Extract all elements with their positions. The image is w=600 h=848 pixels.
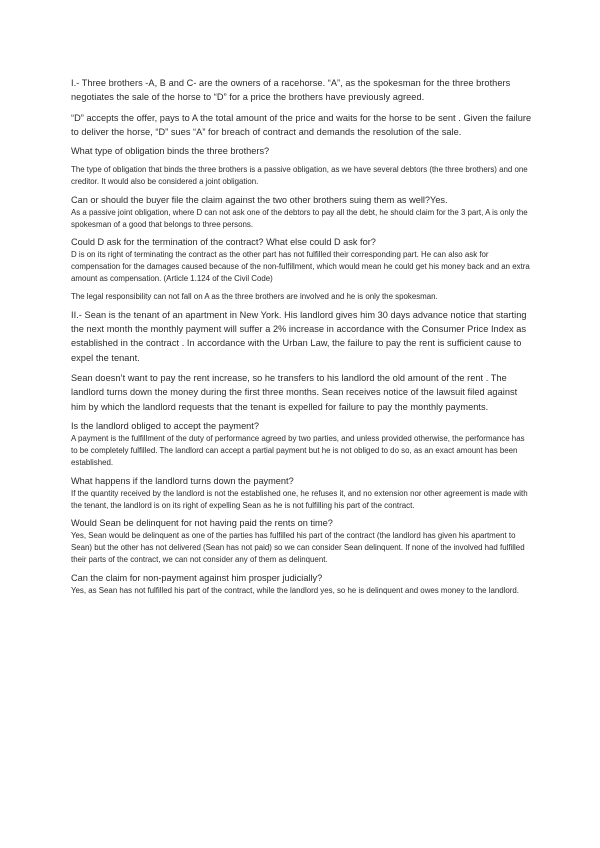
- case2-answer-4: Yes, as Sean has not fulfilled his part of the contract, while the landlord yes, so he is delinquent and owes money to the landlord.: [71, 585, 519, 595]
- case2-answer-3: Yes, Sean would be delinquent as one of the parties has fulfilled his part of the contract (the landlord has given his apartment to Sean) but the other has not delivered (Sean has not paid) so we can consider Sean delinquent. If none of the involved had fulfilled their parts of the contract, we can not consider any of them as delinquent.: [71, 530, 525, 565]
- case1-question-3: Could D ask for the termination of the contract? What else could D ask for?: [71, 237, 376, 247]
- case1-question-2-inline-answer: Yes.: [430, 194, 448, 205]
- case1-answer-2: As a passive joint obligation, where D can not ask one of the debtors to pay all the debt, he should claim for the 3 part, A is only the spokesman of a good that belongs to three persons.: [71, 207, 528, 229]
- case2-answer-2: If the quantity received by the landlord is not the established one, he refuses it, and no extension nor other agreement is made with the tenant, the landlord is on its right of expelling Sean as he is not fulfilling his part of the contract.: [71, 488, 528, 510]
- case1-question-2-text: Can or should the buyer file the claim against the two other brothers suing them as well?: [71, 194, 431, 205]
- case1-answer-1: The type of obligation that binds the three brothers is a passive obligation, as we have several debtors (the three brothers) and one creditor. It would also be considered a joint obligation.: [71, 165, 528, 187]
- case1-facts: “D” accepts the offer, pays to A the total amount of the price and waits for the horse to be sent . Given the failure to deliver the horse, “D” sues “A” for breach of contract and demands the resolution of the sale.: [71, 112, 532, 137]
- case1-question-2: [71, 194, 533, 207]
- case1-answer-3b: The legal responsibility can not fall on A as the three brothers are involved and he is only the spokesman.: [71, 291, 438, 301]
- document-body: [71, 76, 533, 602]
- case2-facts: Sean doesn’t want to pay the rent increase, so he transfers to his landlord the old amount of the rent . The landlord turns down the money during the first three months. Sean receives notice of the lawsuit filed against him by which the landlord requests that the tenant is expelled for failure to pay the monthly payments.: [71, 373, 518, 412]
- case2-answer-1: A payment is the fulfillment of the duty of performance agreed by two parties, and unless provided otherwise, the performance has to be completely fulfilled. The landlord can accept a partial payment but he is not obliged to do so, as an exact amount has been established.: [71, 433, 525, 468]
- case2-question-1: Is the landlord obliged to accept the payment?: [71, 420, 259, 431]
- case1-intro: I.- Three brothers -A, B and C- are the owners of a racehorse. “A”, as the spokesman for the three brothers negotiates the sale of the horse to “D” for a price the brothers have previously agreed.: [71, 78, 511, 103]
- case2-question-2: What happens if the landlord turns down the payment?: [71, 475, 294, 486]
- case2-intro: II.- Sean is the tenant of an apartment in New York. His landlord gives him 30 days advance notice that starting the next month the monthly payment will suffer a 2% increase in accordance with the Consumer Price Index as established in the contract . In accordance with the Urban Law, the failure to pay the rent is sufficient cause to expel the tenant.: [71, 309, 527, 363]
- case2-question-4: Can the claim for non-payment against him prosper judicially?: [71, 572, 323, 583]
- case1-question-1: What type of obligation binds the three brothers?: [71, 146, 270, 157]
- case1-answer-3: D is on its right of terminating the contract as the other part has not fulfilled their corresponding part. He can also ask for compensation for the damages caused because of the non-fulfillment, which would mean he could get his money back and an extra amount as compensation. (Article 1.124 of the Civil Code): [71, 250, 530, 284]
- case2-question-3: Would Sean be delinquent for not having paid the rents on time?: [71, 517, 333, 528]
